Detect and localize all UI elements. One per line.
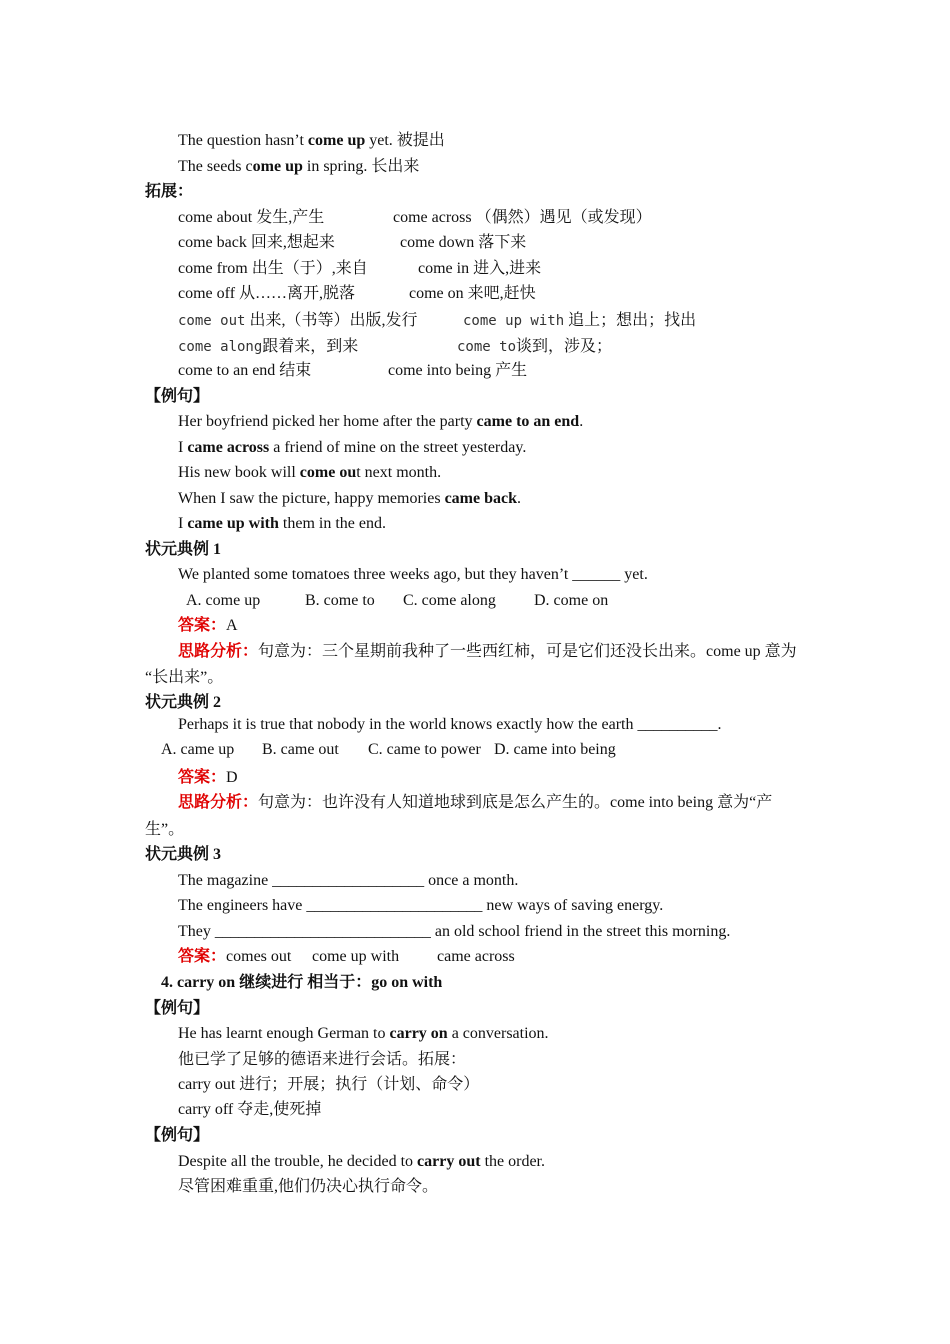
case2-title: 状元典例 2	[145, 694, 222, 711]
section4-ext-1: carry out 进行；开展；执行（计划、命令）	[178, 1076, 480, 1093]
section4-ext-2: carry off 夺走,使死掉	[178, 1101, 322, 1118]
case1-options: A. come up B. come to C. come along D. come on	[186, 592, 609, 609]
case1-analysis-cont: “长出来”。	[145, 669, 224, 686]
case1-answer: 答案：A	[178, 617, 238, 634]
case2-analysis-cont: 生”。	[145, 821, 185, 838]
case1-question: We planted some tomatoes three weeks ago, but they haven’t ______ yet.	[178, 566, 648, 583]
case1-title: 状元典例 1	[145, 541, 222, 558]
ext-row-2: come back 回来,想起来 come down 落下来	[178, 234, 527, 251]
section4-example-1: He has learnt enough German to carry on a conversation.	[178, 1025, 549, 1042]
case2-options: A. came up B. came out C. came to power D. came into being	[161, 741, 616, 758]
example-2: I came across a friend of mine on the street yesterday.	[178, 439, 527, 456]
ext-row-1: come about 发生,产生 come across （偶然）遇见（或发现）	[178, 209, 652, 226]
intro-line-1: The question hasn’t come up yet. 被提出	[178, 132, 445, 149]
ext-row-4: come off 从……离开,脱落 come on 来吧,赶快	[178, 285, 536, 302]
ext-row-3: come from 出生（于）,来自 come in 进入,进来	[178, 260, 542, 277]
case3-answer: 答案：comes out come up with came across	[178, 948, 515, 965]
example-1: Her boyfriend picked her home after the party came to an end.	[178, 413, 584, 430]
example-3: His new book will come out next month.	[178, 464, 442, 481]
ext-row-7: come to an end 结束 come into being 产生	[178, 362, 528, 379]
case2-answer: 答案：D	[178, 769, 238, 786]
section4-example-heading: 【例句】	[145, 1000, 210, 1017]
case3-q3: They ___________________________ an old school friend in the street this morning.	[178, 923, 731, 940]
intro-line-2: The seeds come up in spring. 长出来	[178, 158, 420, 175]
ext-row-6: come along跟着来，到来 come to谈到，涉及；	[178, 338, 613, 355]
case1-analysis: 思路分析：句意为：三个星期前我种了一些西红柿，可是它们还没长出来。come up 意为	[178, 643, 797, 660]
case3-title: 状元典例 3	[145, 846, 222, 863]
example-heading: 【例句】	[145, 388, 210, 405]
section4-example-heading-2: 【例句】	[145, 1127, 210, 1144]
case2-question: Perhaps it is true that nobody in the world knows exactly how the earth __________.	[178, 716, 722, 733]
case3-q2: The engineers have ______________________ new ways of saving energy.	[178, 897, 664, 914]
section4-example-2: Despite all the trouble, he decided to carry out the order.	[178, 1153, 545, 1170]
section4-example-1-cn: 他已学了足够的德语来进行会话。拓展：	[178, 1051, 467, 1068]
section4-example-2-cn: 尽管困难重重,他们仍决心执行命令。	[178, 1178, 439, 1195]
case2-analysis: 思路分析：句意为：也许没有人知道地球到底是怎么产生的。come into being 意为“产	[178, 794, 773, 811]
example-5: I came up with them in the end.	[178, 515, 386, 532]
extension-heading: 拓展：	[145, 183, 194, 200]
ext-row-5: come out 出来,（书等）出版,发行 come up with 追上；想出；找出	[178, 312, 697, 329]
case3-q1: The magazine ___________________ once a month.	[178, 872, 519, 889]
section4-heading: 4. carry on 继续进行 相当于：go on with	[161, 974, 443, 991]
example-4: When I saw the picture, happy memories came back.	[178, 490, 522, 507]
